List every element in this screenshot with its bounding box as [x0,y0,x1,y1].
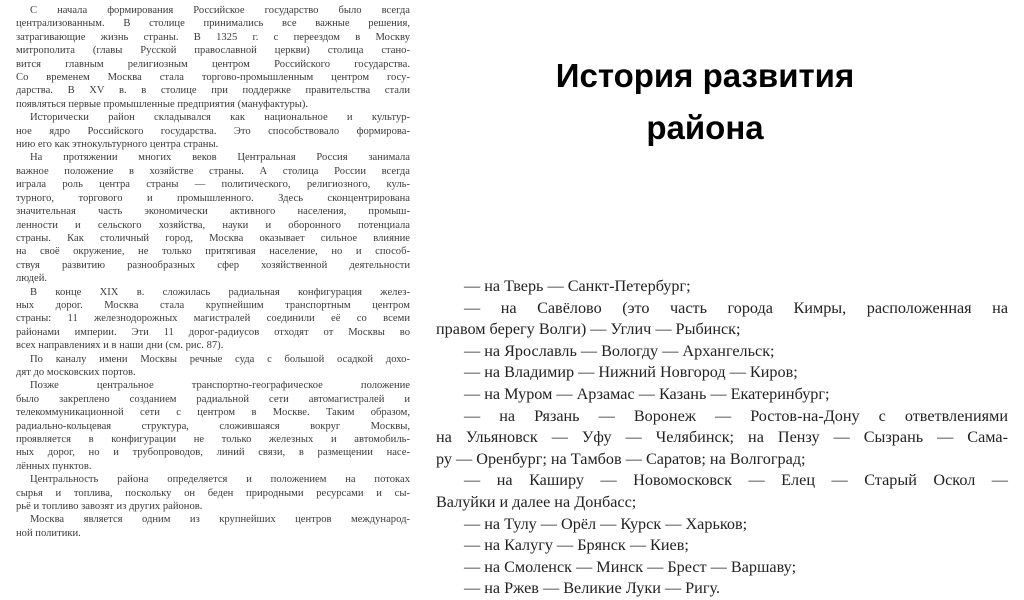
scan-line: ных дорог, но и трубопроводов, линий связи, в размещении насе- [16,447,410,459]
route-line: — на Савёлово (это часть города Кимры, расположенная на [464,298,1008,317]
scan-line: проявляется в конфигурации не только железных и автомобиль- [16,434,410,445]
scan-line: Центральность района определяется и положением на потоках [30,474,410,486]
scan-line: рьё и топливо завозят из других районов. [16,501,203,513]
scan-line: ных дорог. Москва стала крупнейшим транспортным центром [16,299,410,311]
scan-line: В конце XIX в. сложилась радиальная конфигурация желез- [30,286,410,298]
scan-line: ствуя развитию разнообразных сфер хозяйственной деятельности [16,259,410,271]
scan-line: играла роль центра страны — политического, религиозного, куль- [16,179,410,191]
scan-line: лённых пунктов. [16,460,92,472]
scan-line: Со временем Москва стала торгово-промышленным центром госу- [16,72,410,84]
scan-line: страны. Как столичный город, Москва оказывает сильное влияние [16,232,410,244]
scan-line: дарства. В XV в. в столице при поддержке правительства стали [16,85,410,97]
route-line: — на Рязань — Воронеж — Ростов-на-Дону с ответвлениями [464,406,1008,425]
scan-line: С начала формирования Российское государство было всегда [30,5,410,16]
scan-line: По каналу имени Москвы речные суда с большой осадкой дохо- [30,353,410,365]
scan-line: ное ядро Российского государства. Это способствовало формирова- [16,125,410,137]
scan-paragraph [16,513,410,540]
scan-paragraph [16,379,410,473]
scan-line: Москва является одним из крупнейших центров международ- [30,514,410,526]
title-line-1: История развития [555,57,855,94]
scan-line: митрополита (главы Русской православной церкви) столица стано- [16,45,410,57]
scan-line: сырья и топлива, поскольку он беден природными ресурсами и сы- [16,487,410,499]
route-line: Валуйки и далее на Донбасс; [436,492,637,511]
scan-paragraph [16,353,410,380]
scan-line: было закреплено созданием радиальной сети автомагистралей и [16,393,410,405]
scan-line: На протяжении многих веков Центральная Россия занимала [30,152,410,164]
scan-paragraph [16,151,410,285]
scan-line: дят до московских портов. [16,366,136,378]
title-line-2: района [646,109,764,146]
route-line: — на Калугу — Брянск — Киев; [464,536,689,555]
scan-line: вится главным религиозным центром Российского государства. [16,58,410,70]
scan-line: затрагивающие жизнь страны. В 1325 г. с переездом в Москву [16,31,410,43]
scan-paragraph [16,286,410,353]
scan-line: всех направлениях и в наши дни (см. рис. 87). [16,340,224,352]
scan-paragraph [16,473,410,513]
scan-line: ленности и сельского хозяйства, науки и оборонного потенциала [16,219,410,231]
scan-paragraph [16,4,410,111]
route-line: на Ульяновск — Уфу — Челябинск; на Пензу — Сызрань — Сама- [436,428,1008,447]
slide-title [480,50,930,154]
route-line: ру — Оренбург; на Тамбов — Саратов; на Волгоград; [436,449,806,468]
scan-line: нию его как этнокультурного центра страны. [16,139,219,151]
scan-line: централизованным. В столице принимались все важные решения, [16,18,410,30]
scan-line: радиально-кольцевая структура, сложившаяся вокруг Москвы, [16,420,410,432]
scan-line: Исторически район складывался как национальное и культур- [30,112,410,124]
scan-line: турного, торгового и промышленного. Здесь сконцентрирована [16,192,410,204]
railway-directions-list [436,276,1008,600]
scan-line: ной политики. [16,527,81,539]
scan-line: значительная часть экономически активного населения, промыш- [16,206,410,218]
route-line: — на Ярославль — Вологду — Архангельск; [464,341,775,360]
scan-line: Позже центральное транспортно-географическое положение [30,380,410,392]
route-line: — на Тулу — Орёл — Курск — Харьков; [464,514,748,533]
route-line: правом берегу Волги) — Углич — Рыбинск; [436,320,741,339]
route-line: — на Тверь — Санкт-Петербург; [464,277,691,295]
route-line: — на Ржев — Великие Луки — Ригу. [464,579,720,598]
route-line: — на Муром — Арзамас — Казань — Екатеринбург; [464,384,830,403]
scan-line: людей. [16,273,48,285]
scan-paragraph [16,111,410,151]
route-line: — на Смоленск — Минск — Брест — Варшаву; [464,557,797,576]
route-line: — на Каширу — Новомосковск — Елец — Старый Оскол — [464,471,1008,490]
scan-line: районами империи. Эти 11 дорог-радиусов отходят от Москвы во [16,326,410,338]
scan-line: телекоммуникационной сети с центром в Москве. Таким образом, [16,407,410,419]
scan-line: страны: 11 железнодорожных магистралей соединили её со всеми [16,313,410,325]
route-line: — на Владимир — Нижний Новгород — Киров; [464,363,798,382]
scan-line: на своё окружение, не только притягивая население, но и способ- [16,246,410,258]
textbook-scan-left [16,4,410,540]
scan-line: важное положение в хозяйстве страны. А столица России всегда [16,165,410,177]
scan-line: появляться первые промышленные предприятия (мануфактуры). [16,98,309,110]
